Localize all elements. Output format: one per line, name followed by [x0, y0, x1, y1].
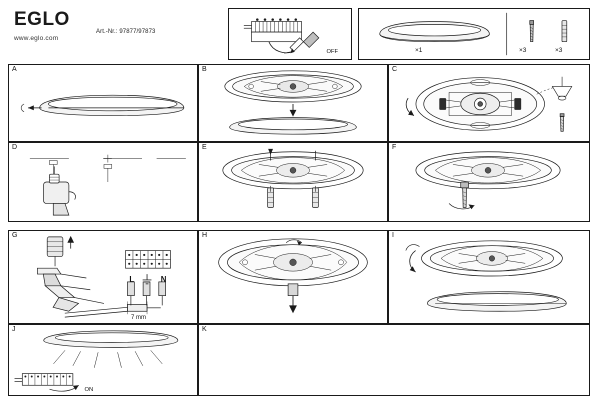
- svg-text:N: N: [160, 274, 167, 284]
- step-label-i: I: [392, 232, 394, 239]
- step-e-diagram: [199, 143, 387, 221]
- step-c-diagram: [389, 65, 589, 141]
- svg-text:ON: ON: [84, 387, 94, 394]
- brand-url: www.eglo.com: [14, 35, 59, 42]
- qty-dowel: ×3: [555, 47, 563, 54]
- step-label-b: B: [202, 66, 207, 73]
- step-d-diagram: [9, 143, 197, 221]
- step-a-diagram: [9, 65, 197, 141]
- step-cell-g: [8, 230, 198, 324]
- dimension-label-7mm: 7 mm: [131, 315, 146, 321]
- brand-block: [14, 10, 70, 42]
- svg-text:L: L: [129, 274, 135, 284]
- step-cell-b: [198, 64, 388, 142]
- step-cell-e: [198, 142, 388, 222]
- step-label-f: F: [392, 144, 397, 151]
- step-label-k: K: [202, 326, 207, 333]
- terminal-block-diagram: [229, 9, 351, 59]
- step-cell-i: [388, 230, 590, 324]
- step-cell-a: [8, 64, 198, 142]
- article-number: Art.-Nr.: 97877/97873: [96, 29, 156, 35]
- brand-name: EGLO: [14, 9, 70, 30]
- step-label-g: G: [12, 232, 18, 239]
- step-label-h: H: [202, 232, 208, 239]
- qty-fixture: ×1: [415, 47, 423, 54]
- step-label-c: C: [392, 66, 398, 73]
- step-cell-j: [8, 324, 198, 396]
- step-g-diagram: [9, 231, 197, 323]
- step-label-d: D: [12, 144, 18, 151]
- step-i-diagram: [389, 231, 589, 323]
- qty-screw: ×3: [519, 47, 527, 54]
- step-h-diagram: [199, 231, 387, 323]
- step-j-diagram: [9, 325, 197, 395]
- step-label-a: A: [12, 66, 17, 73]
- step-cell-h: [198, 230, 388, 324]
- step-b-diagram: [199, 65, 387, 141]
- step-label-j: J: [12, 326, 16, 333]
- header-box-parts: [358, 8, 590, 60]
- step-cell-f: [388, 142, 590, 222]
- step-cell-d: [8, 142, 198, 222]
- step-f-diagram: [389, 143, 589, 221]
- step-cell-k: [198, 324, 590, 396]
- header-box-terminal: [228, 8, 352, 60]
- step-label-e: E: [202, 144, 207, 151]
- step-cell-c: [388, 64, 590, 142]
- svg-text:OFF: OFF: [326, 49, 339, 56]
